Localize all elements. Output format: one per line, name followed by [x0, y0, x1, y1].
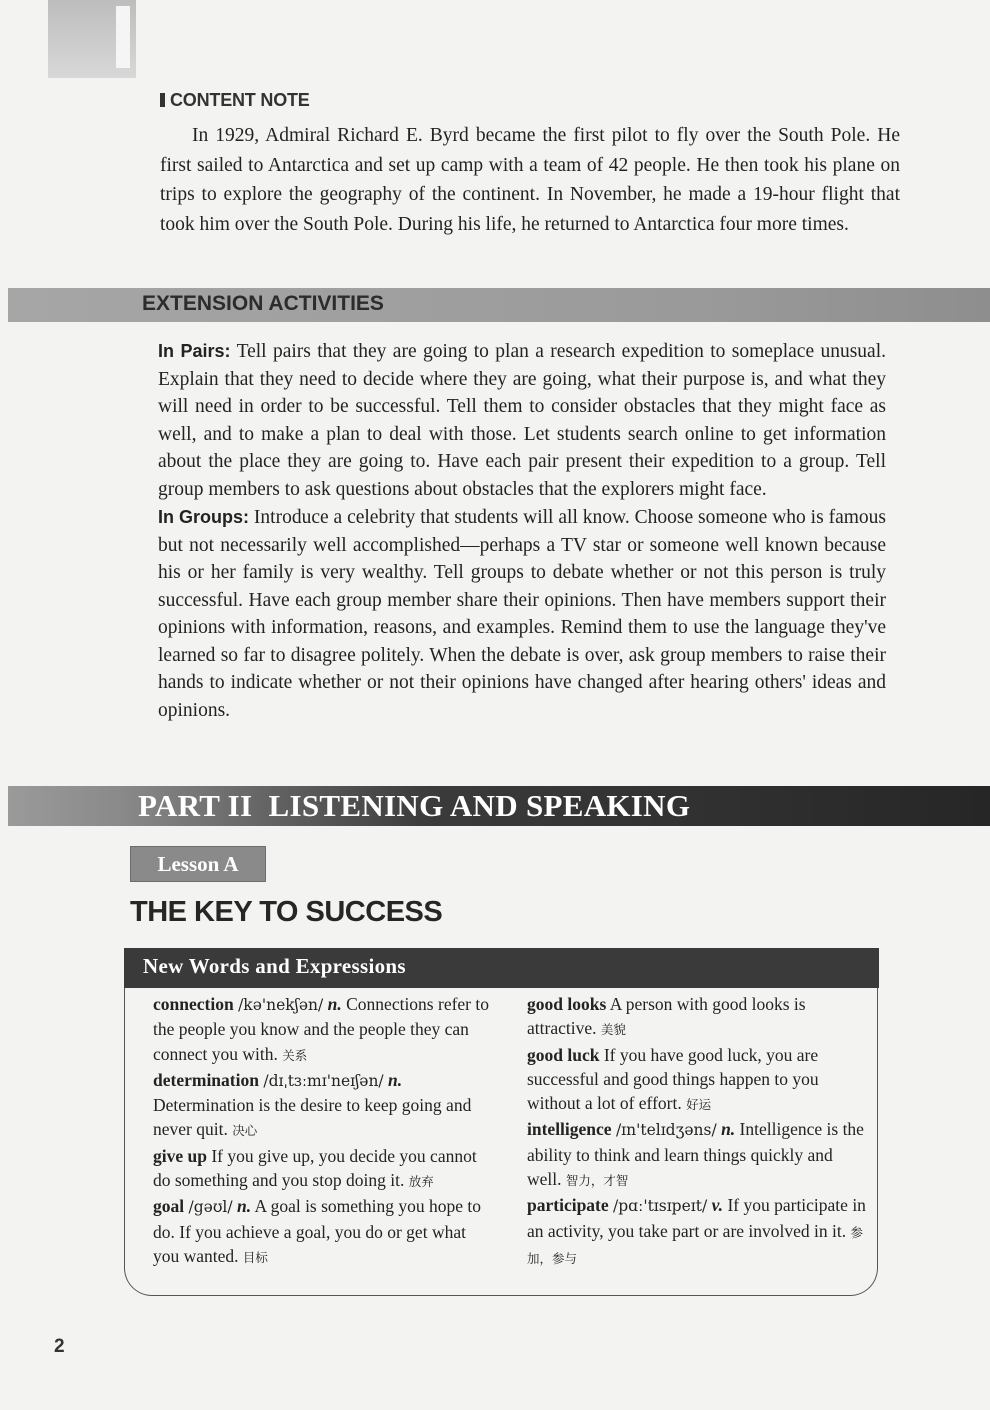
part-banner [8, 786, 990, 826]
lesson-label: Lesson A [157, 852, 239, 876]
vocab-translation: 美貌 [600, 1022, 626, 1038]
activity-label: In Pairs: [158, 341, 231, 361]
extension-activities-title: EXTENSION ACTIVITIES [142, 292, 384, 315]
vocab-phonetic: /kə'nekʃən/ [238, 996, 324, 1014]
content-note-text: In 1929, Admiral Richard E. Byrd became the first pilot to fly over the South Pole. He first sailed to Antarctica and set up camp with a team of 42 people. He then took his plane on trips to explore the geography of the continent. In November, he made a 19-hour flight that took him over the South Pole. During his life, he returned to Antarctica four more times. [160, 125, 900, 235]
vocab-entry [527, 992, 867, 1043]
vocab-term: goal [153, 1196, 185, 1217]
vocab-translation: 参加，参与 [527, 1224, 864, 1266]
vocab-phonetic: /gəʊl/ [188, 1198, 233, 1217]
content-note [160, 90, 900, 239]
vocab-phonetic: /pɑː'tɪsɪpeɪt/ [613, 1197, 708, 1216]
vocab-translation: 目标 [242, 1249, 268, 1265]
vocab-term: good looks [527, 994, 607, 1014]
vocabulary-column-left [153, 992, 493, 1270]
activity-text: Introduce a celebrity that students will all know. Choose someone who is famous but not necessarily well accomplished—perhaps a TV star or someone well known because his or her family is very wealthy. Tell groups to debate whether or not this person is truly successful. Have each group member share their opinions. Then have members support their opinions with information, reasons, and examples. Remind them to use the language they've learned so far to disagree politely. When the debate is over, ask group members to raise their hands to indicate whether or not their opinions have changed after hearing others' ideas and opinions. [158, 507, 886, 721]
vocab-term: connection [153, 994, 234, 1014]
extension-activities [158, 338, 886, 725]
vocab-entry [153, 1068, 493, 1144]
lesson-tab [130, 846, 266, 882]
vocab-term: give up [153, 1145, 207, 1166]
vocab-pos: n. [721, 1119, 736, 1140]
vocab-translation: 决心 [232, 1123, 258, 1139]
vocab-pos: n. [327, 994, 342, 1014]
vocab-definition: Connections refer to the people you know and the people they can connect you with. [153, 994, 489, 1064]
vocabulary-box [124, 948, 878, 1296]
vocab-term: determination [153, 1069, 259, 1090]
vocab-translation: 关系 [282, 1047, 308, 1063]
vocab-term: intelligence [527, 1119, 612, 1140]
activity-in-pairs [158, 338, 886, 503]
vocabulary-title: New Words and Expressions [143, 954, 406, 978]
vocab-pos: n. [388, 1069, 403, 1090]
page-number: 2 [54, 1336, 65, 1357]
vocab-definition: Intelligence is the ability to think and learn things quickly and well. [527, 1119, 864, 1190]
vocab-entry [153, 992, 493, 1068]
vocab-translation: 放弃 [408, 1174, 434, 1190]
vocab-term: good luck [527, 1044, 600, 1065]
vocab-entry [527, 1193, 867, 1271]
vocab-phonetic: /dɪˌtɜːmɪ'neɪʃən/ [263, 1071, 384, 1090]
activity-label: In Groups: [158, 507, 250, 527]
vocab-entry [527, 1043, 867, 1118]
vocab-definition: A person with good looks is attractive. [527, 994, 806, 1039]
vocabulary-column-right [527, 992, 867, 1271]
vocab-pos: v. [711, 1195, 724, 1216]
vocab-definition: If you have good luck, you are successful and good things happen to you without a lot of effort. [527, 1044, 819, 1114]
vocab-entry [527, 1117, 867, 1193]
vocab-definition: If you participate in an activity, you take part or are involved in it. [527, 1195, 866, 1241]
vocab-term: participate [527, 1195, 609, 1216]
vocab-entry [153, 1144, 493, 1195]
lesson-heading: THE KEY TO SUCCESS [130, 896, 443, 928]
vocab-phonetic: /ɪn'telɪdʒəns/ [615, 1121, 717, 1140]
content-note-heading: CONTENT NOTE [160, 90, 900, 111]
vocab-translation: 好运 [686, 1097, 712, 1113]
vocab-definition: If you give up, you decide you cannot do something and you stop doing it. [153, 1145, 477, 1191]
part-title: PART II LISTENING AND SPEAKING [138, 788, 691, 823]
activity-text: Tell pairs that they are going to plan a research expedition to someplace unusual. Explain that they need to decide where they are going, what their purpose is, and what they will need in order to be successful. Tell them to consider obstacles that they might face as well, and to make a plan to deal with those. Let students search online to get information about the place they are going to. Have each pair present their expedition to a group. Tell group members to ask questions about obstacles that the explorers might face. [158, 341, 887, 500]
vocab-pos: n. [236, 1196, 252, 1217]
vocabulary-header [124, 948, 879, 988]
activity-in-groups [158, 504, 886, 724]
vocab-translation: 智力，才智 [565, 1173, 629, 1189]
chapter-tab-mark [48, 0, 136, 78]
vocab-definition: Determination is the desire to keep going and never quit. [153, 1095, 472, 1140]
extension-activities-bar [8, 288, 990, 322]
vocab-entry [153, 1194, 493, 1270]
vocab-definition: A goal is something you hope to do. If you achieve a goal, you do or get what you wanted. [153, 1196, 482, 1266]
